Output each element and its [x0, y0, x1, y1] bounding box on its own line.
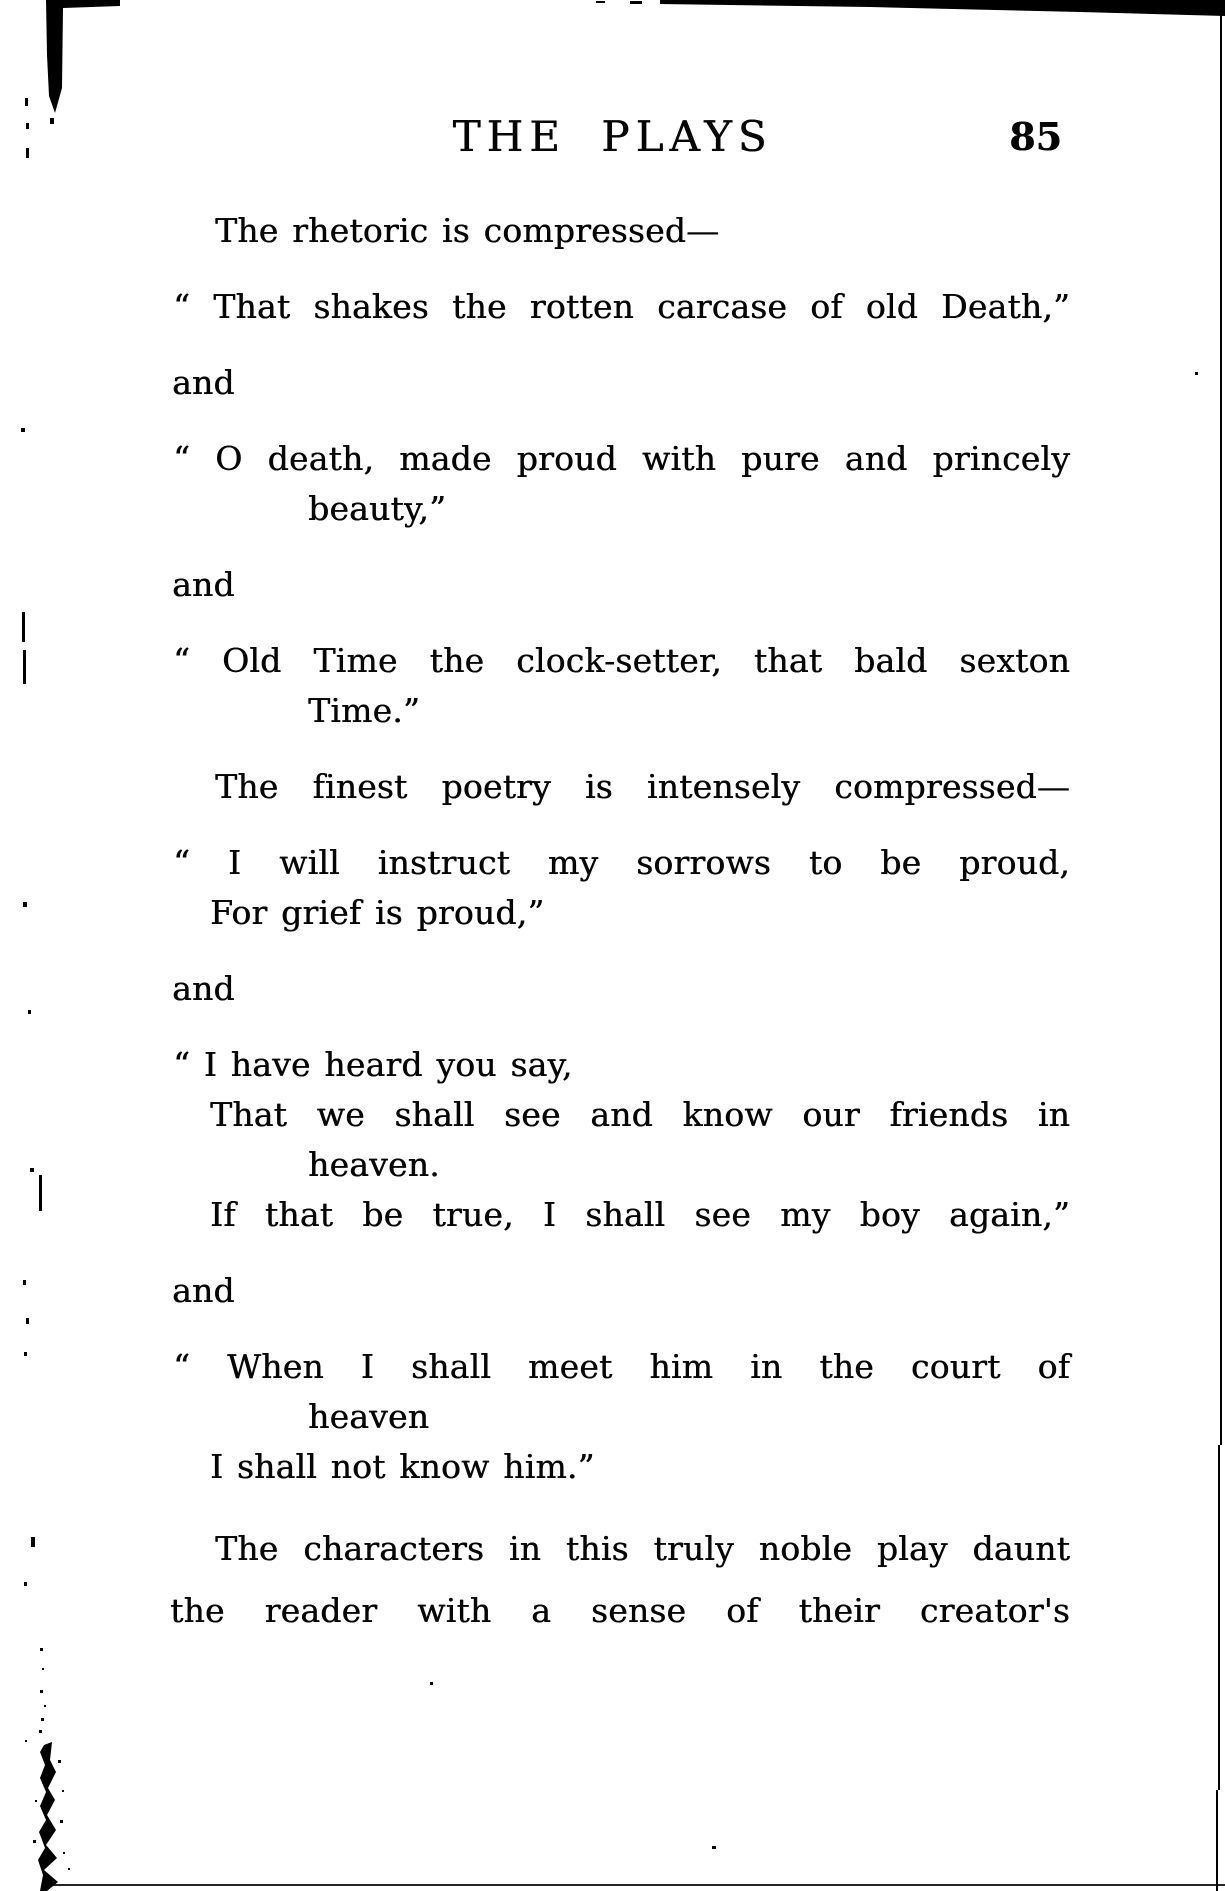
quotation [170, 282, 1070, 332]
quotation [170, 434, 1070, 534]
bottom-left-speckle-band [25, 1648, 70, 1891]
paragraph [170, 1518, 1070, 1642]
text-content [170, 206, 1070, 1668]
top-edge-shadow [660, 0, 1225, 16]
text-line: and [172, 363, 235, 402]
quotation [170, 838, 1070, 938]
connector-word [170, 560, 1070, 610]
running-header-title: THE PLAYS [452, 112, 773, 161]
text-line: The finest poetry is intensely compressed— [215, 767, 1070, 806]
running-header [0, 112, 1225, 172]
right-edge-line [1220, 10, 1222, 1445]
text-line: If that be true, I shall see my boy again,” [210, 1195, 1070, 1234]
text-line: “ When I shall meet him in the court of [173, 1347, 1070, 1386]
quotation [170, 1342, 1070, 1492]
paragraph [170, 762, 1070, 812]
text-line: and [172, 565, 235, 604]
text-line: and [172, 969, 235, 1008]
quotation [170, 1040, 1070, 1240]
text-line: “ Old Time the clock-setter, that bald sexton [173, 641, 1070, 680]
quotation [170, 636, 1070, 736]
text-line: The rhetoric is compressed— [215, 211, 720, 250]
paragraph [170, 206, 1070, 256]
connector-word [170, 358, 1070, 408]
text-line: The characters in this truly noble play daunt [215, 1529, 1070, 1568]
page-number: 85 [1009, 114, 1062, 159]
text-line: That we shall see and know our friends in [210, 1095, 1070, 1134]
text-line: “ O death, made proud with pure and princely [173, 439, 1070, 478]
text-line: Time.” [308, 691, 420, 730]
text-line: heaven [308, 1397, 430, 1436]
text-line: heaven. [308, 1145, 440, 1184]
top-left-corner-artifact [46, 0, 120, 113]
text-line: For grief is proud,” [210, 893, 545, 932]
text-line: I shall not know him.” [210, 1447, 595, 1486]
text-line: beauty,” [308, 489, 447, 528]
connector-word [170, 964, 1070, 1014]
text-line: the reader with a sense of their creator's [170, 1591, 1070, 1630]
text-line: and [172, 1271, 235, 1310]
connector-word [170, 1266, 1070, 1316]
bottom-edge-line [50, 1884, 1225, 1886]
text-line: “ I have heard you say, [173, 1045, 573, 1084]
text-line: “ That shakes the rotten carcase of old Death,” [173, 287, 1070, 326]
text-line: “ I will instruct my sorrows to be proud, [173, 843, 1070, 882]
